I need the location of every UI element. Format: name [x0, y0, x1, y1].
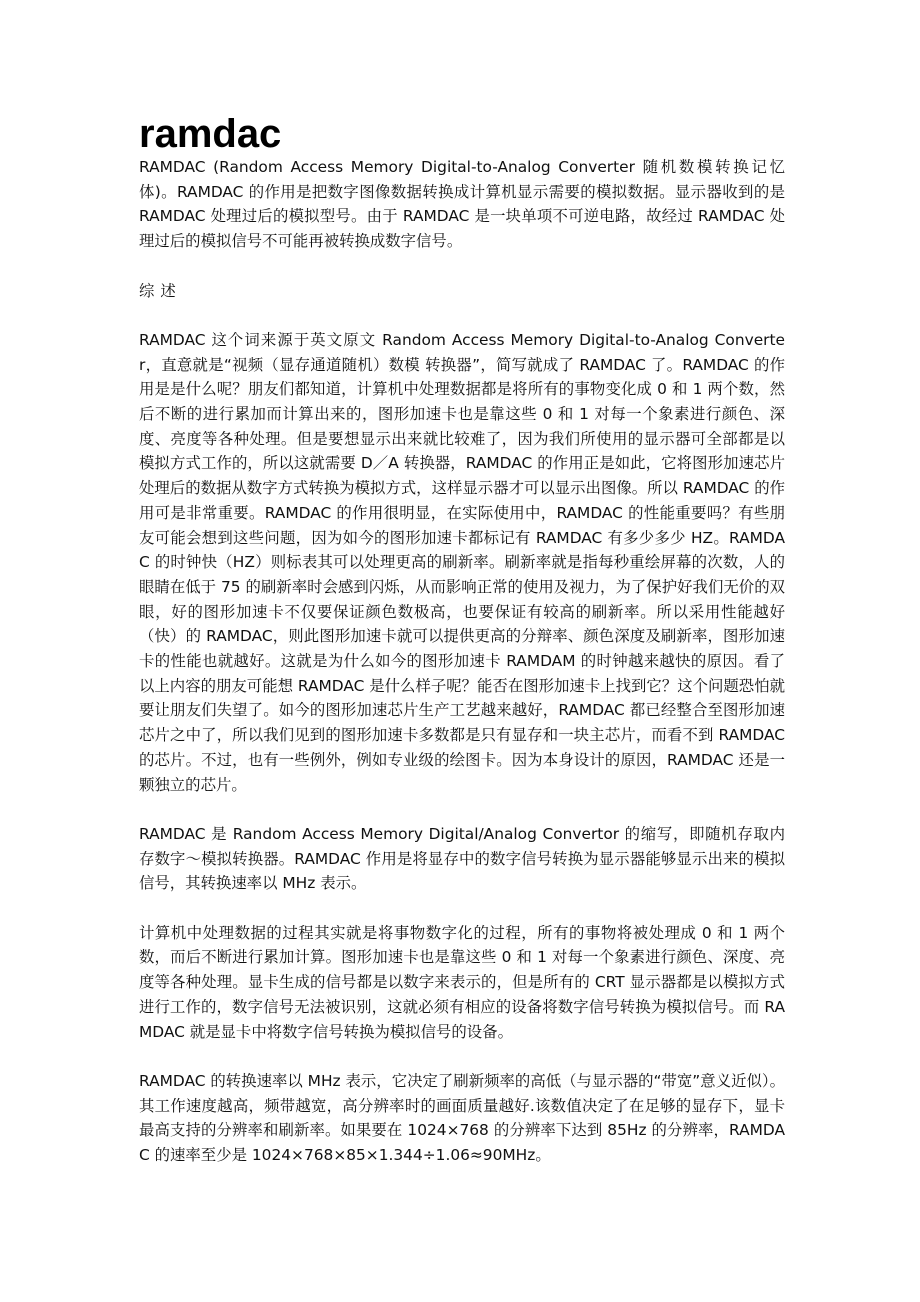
body-paragraph-3: 计算机中处理数据的过程其实就是将事物数字化的过程，所有的事物将被处理成 0 和 1 两个数，而后不断进行累加计算。图形加速卡也是靠这些 0 和 1 对每一个象素进行颜色、深度、亮度等各种处理。显卡生成的信号都是以数字来表示的，但是所有的 CRT 显示器都是以模拟方式进行工作的，数字信号无法被识别，这就必须有相应的设备将数字信号转换为模拟信号。而 RAMDAC 就是显卡中将数字信号转换为模拟信号的设备。 — [139, 923, 785, 1041]
section-heading: 综述 — [139, 281, 182, 300]
paragraph-gap — [139, 797, 785, 822]
paragraph-gap — [139, 896, 785, 921]
body-paragraph-1: RAMDAC 这个词来源于英文原文 Random Access Memory Digital-to-Analog Converter，直意就是“视频（显存通道随机）数模 转换器”，简写就成了 RAMDAC 了。RAMDAC 的作用是是什么呢？朋友们都知道，计算机中处理数据都是将所有的事物变化成 0 和 1 两个数，然后不断的进行累加而计算出来的，图形加速卡也是靠这些 0 和 1 对每一个象素进行颜色、深度、亮度等各种处理。但是要想显示出来就比较难了，因为我们所使用的显示器可全部都是以模拟方式工作的，所以这就需要 D／A 转换器，RAMDAC 的作用正是如此，它将图形加速芯片处理后的数据从数字方式转换为模拟方式，这样显示器才可以显示出图像。所以 RAMDAC 的作用可是非常重要。RAMDAC 的作用很明显，在实际使用中，RAMDAC 的性能重要吗？有些朋友可能会想到这些问题，因为如今的图形加速卡都标记有 RAMDAC 有多少多少 HZ。RAMDAC 的时钟快（HZ）则标表其可以处理更高的刷新率。刷新率就是指每秒重绘屏幕的次数，人的眼睛在低于 75 的刷新率时会感到闪烁，从而影响正常的使用及视力，为了保护好我们无价的双眼，好的图形加速卡不仅要保证颜色数极高，也要保证有较高的刷新率。所以采用性能越好（快）的 RAMDAC，则此图形加速卡就可以提供更高的分辩率、颜色深度及刷新率，图形加速卡的性能也就越好。这就是为什么如今的图形加速卡 RAMDAM 的时钟越来越快的原因。看了以上内容的朋友可能想 RAMDAC 是什么样子呢？能否在图形加速卡上找到它？这个问题恐怕就要让朋友们失望了。如今的图形加速芯片生产工艺越来越好，RAMDAC 都已经整合至图形加速芯片之中了，所以我们见到的图形加速卡多数都是只有显存和一块主芯片，而看不到 RAMDAC 的芯片。不过，也有一些例外，例如专业级的绘图卡。因为本身设计的原因，RAMDAC 还是一颗独立的芯片。 — [139, 330, 785, 794]
paragraph-gap — [139, 254, 785, 279]
paragraph-gap — [139, 1044, 785, 1069]
document-page — [139, 110, 785, 1168]
intro-paragraph: RAMDAC (Random Access Memory Digital-to-Analog Converter 随机数模转换记忆体)。RAMDAC 的作用是把数字图像数据转换成计算机显示需要的模拟数据。显示器收到的是 RAMDAC 处理过后的模拟型号。由于 RAMDAC 是一块单项不可逆电路，故经过 RAMDAC 处理过后的模拟信号不可能再被转换成数字信号。 — [139, 158, 785, 251]
body-paragraph-4: RAMDAC 的转换速率以 MHz 表示，它决定了刷新频率的高低（与显示器的“带宽”意义近似）。其工作速度越高，频带越宽，高分辨率时的画面质量越好.该数值决定了在足够的显存下，显卡最高支持的分辨率和刷新率。如果要在 1024×768 的分辨率下达到 85Hz 的分辨率，RAMDAC 的速率至少是 1024×768×85×1.344÷1.06≈90MHz。 — [139, 1071, 785, 1165]
document-title: ramdac — [139, 112, 282, 156]
paragraph-gap — [139, 303, 785, 328]
body-paragraph-2: RAMDAC 是 Random Access Memory Digital/Analog Convertor 的缩写，即随机存取内存数字～模拟转换器。RAMDAC 作用是将显存中的数字信号转换为显示器能够显示出来的模拟信号，其转换速率以 MHz 表示。 — [139, 824, 785, 893]
